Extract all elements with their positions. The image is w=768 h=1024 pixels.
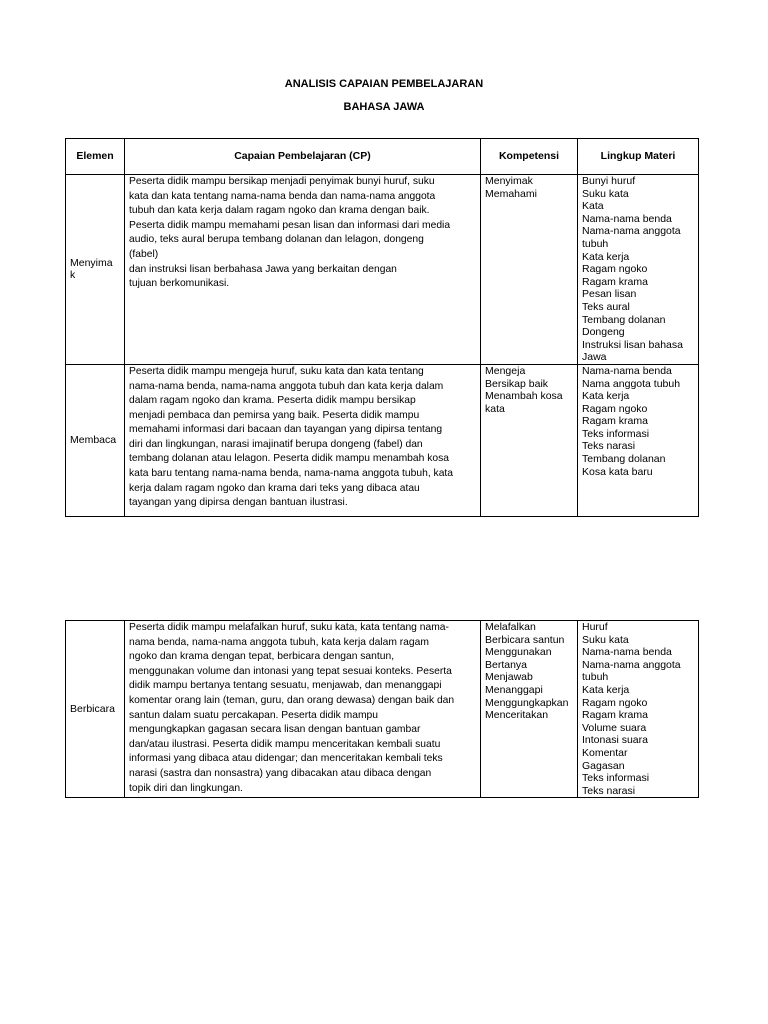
materi-line: Nama-nama anggota bbox=[582, 658, 681, 671]
materi-line: Nama-nama benda bbox=[582, 646, 672, 659]
kompetensi-line: Melafalkan bbox=[485, 621, 536, 633]
cp-line: dan/atau ilustrasi. Peserta didik mampu menceritakan kembali suatu bbox=[129, 738, 441, 750]
cp-line: topik diri dan lingkungan. bbox=[129, 782, 243, 794]
materi-line: Kata bbox=[582, 200, 604, 213]
kompetensi-line: Mengeja bbox=[485, 364, 526, 377]
materi-line: Teks narasi bbox=[582, 784, 636, 797]
materi-line: Intonasi suara bbox=[582, 734, 648, 747]
header-lingkup-materi: Lingkup Materi bbox=[578, 139, 699, 175]
cp-line: Peserta didik mampu melafalkan huruf, suku kata, kata tentang nama- bbox=[129, 622, 449, 633]
kompetensi-line: Bertanya bbox=[485, 658, 528, 671]
materi-line: Komentar bbox=[582, 746, 628, 759]
materi-line: Teks narasi bbox=[582, 440, 636, 453]
materi-line: Tembang dolanan bbox=[582, 313, 666, 326]
materi-line: Ragam krama bbox=[582, 275, 648, 288]
cp-line: Peserta didik mampu bersikap menjadi penyimak bunyi huruf, suku bbox=[129, 176, 435, 187]
cp-line: tujuan berkomunikasi. bbox=[129, 278, 230, 290]
elemen-line: Berbicara bbox=[70, 702, 115, 715]
header-elemen: Elemen bbox=[66, 139, 125, 175]
kompetensi-line: Menjawab bbox=[485, 671, 533, 684]
cp-cell bbox=[125, 364, 481, 516]
cp-line: menjadi pembaca dan pemirsa yang baik. Peserta didik mampu bbox=[129, 409, 420, 421]
elemen-line: Membaca bbox=[70, 434, 117, 447]
kompetensi-cell bbox=[481, 175, 578, 365]
header-cp: Capaian Pembelajaran (CP) bbox=[125, 139, 481, 175]
elemen-line: Menyima bbox=[70, 256, 113, 269]
cp-line: dalam ragam ngoko dan krama. Peserta didik mampu bersikap bbox=[129, 395, 416, 407]
table-row bbox=[66, 621, 699, 798]
materi-line: Ragam krama bbox=[582, 709, 648, 722]
materi-line: tubuh bbox=[582, 671, 609, 684]
document-subtitle: BAHASA JAWA bbox=[343, 101, 425, 113]
cp-line: Peserta didik mampu memahami pesan lisan dan informasi dari media bbox=[129, 219, 451, 231]
cp-line: dan instruksi lisan berbahasa Jawa yang berkaitan dengan bbox=[129, 263, 397, 275]
cp-line: ngoko dan krama dengan tepat, berbicara dengan santun, bbox=[129, 651, 395, 663]
cp-line: tayangan yang dipirsa dengan bantuan ilustrasi. bbox=[129, 497, 348, 509]
cp-line: menggunakan volume dan intonasi yang tepat sesuai konteks. Peserta bbox=[129, 665, 452, 677]
materi-line: Nama-nama benda bbox=[582, 212, 672, 225]
kompetensi-cell bbox=[481, 621, 578, 798]
table-row bbox=[66, 364, 699, 516]
cp-table-continued bbox=[65, 620, 699, 798]
cp-line: kata dan kata tentang nama-nama benda dan nama-nama anggota bbox=[129, 190, 436, 202]
cp-line: memahami informasi dari bacaan dan tayangan yang dipirsa tentang bbox=[129, 424, 443, 436]
cp-line: mengungkapkan gagasan secara lisan dengan bantuan gambar bbox=[129, 724, 421, 736]
cp-line: santun dalam suatu percakapan. Peserta didik mampu bbox=[129, 709, 378, 721]
cp-line: narasi (sastra dan nonsastra) yang dibacakan atau dibaca dengan bbox=[129, 767, 432, 779]
materi-line: Nama-nama anggota bbox=[582, 225, 681, 238]
cp-line: tubuh dan kata kerja dalam ragam ngoko dan krama dengan baik. bbox=[129, 205, 430, 217]
kompetensi-line: Menyimak bbox=[485, 175, 533, 187]
materi-cell bbox=[578, 175, 699, 365]
kompetensi-line: Berbicara santun bbox=[485, 633, 565, 646]
cp-cell bbox=[125, 175, 481, 365]
kompetensi-line: Menggunakan bbox=[485, 646, 552, 659]
cp-cell bbox=[125, 621, 481, 798]
materi-line: Jawa bbox=[582, 351, 607, 364]
materi-line: Teks informasi bbox=[582, 427, 650, 440]
cp-line: kerja dalam ragam ngoko dan krama dari teks yang dibaca atau bbox=[129, 482, 420, 494]
materi-line: Suku kata bbox=[582, 633, 629, 646]
table-header-row bbox=[66, 139, 699, 175]
materi-line: Instruksi lisan bahasa bbox=[582, 338, 683, 351]
header-kompetensi: Kompetensi bbox=[481, 139, 578, 175]
kompetensi-line: Memahami bbox=[485, 187, 537, 200]
kompetensi-cell bbox=[481, 364, 578, 516]
materi-line: Nama-nama benda bbox=[582, 364, 672, 377]
cp-line: kata baru tentang nama-nama benda, nama-nama anggota tubuh, kata bbox=[129, 468, 454, 480]
elemen-line: k bbox=[70, 269, 76, 282]
kompetensi-line: Menceritakan bbox=[485, 709, 549, 722]
cp-line: Peserta didik mampu mengeja huruf, suku kata dan kata tentang bbox=[129, 365, 424, 377]
materi-line: Kata kerja bbox=[582, 250, 630, 263]
materi-line: Ragam ngoko bbox=[582, 263, 648, 276]
materi-line: Gagasan bbox=[582, 759, 625, 772]
cp-line: (fabel) bbox=[129, 248, 159, 260]
cp-line: tembang dolanan atau lelagon. Peserta didik mampu menambah kosa bbox=[129, 453, 449, 465]
kompetensi-line: kata bbox=[485, 402, 505, 415]
kompetensi-line: Bersikap baik bbox=[485, 377, 549, 390]
materi-line: Dongeng bbox=[582, 326, 625, 339]
materi-line: Bunyi huruf bbox=[582, 175, 636, 187]
materi-line: Suku kata bbox=[582, 187, 629, 200]
materi-line: Pesan lisan bbox=[582, 288, 637, 301]
kompetensi-line: Menggungkapkan bbox=[485, 696, 569, 709]
materi-line: Volume suara bbox=[582, 721, 647, 734]
materi-line: Tembang dolanan bbox=[582, 453, 666, 466]
document-title: ANALISIS CAPAIAN PEMBELAJARAN bbox=[284, 78, 484, 90]
materi-line: Ragam krama bbox=[582, 415, 648, 428]
table-row bbox=[66, 175, 699, 365]
cp-table bbox=[65, 138, 699, 517]
materi-line: Ragam ngoko bbox=[582, 696, 648, 709]
materi-line: Huruf bbox=[582, 621, 608, 633]
cp-line: informasi yang dibaca atau didengar; dan menceritakan kembali teks bbox=[129, 753, 443, 765]
materi-line: Nama anggota tubuh bbox=[582, 377, 681, 390]
cp-line: komentar orang lain (teman, guru, dan orang dewasa) dengan baik dan bbox=[129, 694, 455, 706]
cp-line: diri dan lingkungan, narasi imajinatif berupa dongeng (fabel) dan bbox=[129, 438, 423, 450]
materi-line: Kosa kata baru bbox=[582, 465, 653, 478]
cp-line: didik mampu bertanya tentang sesuatu, menjawab, dan menanggapi bbox=[129, 680, 442, 692]
cp-line: nama-nama benda, nama-nama anggota tubuh dan kata kerja dalam bbox=[129, 380, 444, 392]
materi-line: Teks informasi bbox=[582, 772, 650, 785]
materi-cell bbox=[578, 364, 699, 516]
cp-line: nama benda, nama-nama anggota tubuh, kata kerja dalam ragam bbox=[129, 636, 429, 648]
cp-line: audio, teks aural berupa tembang dolanan dan lelagon, dongeng bbox=[129, 234, 424, 246]
materi-line: Kata kerja bbox=[582, 683, 630, 696]
kompetensi-line: Menanggapi bbox=[485, 683, 543, 696]
elemen-cell bbox=[66, 621, 125, 798]
materi-line: Teks aural bbox=[582, 300, 630, 313]
elemen-cell bbox=[66, 364, 125, 516]
materi-line: Kata kerja bbox=[582, 390, 630, 403]
elemen-cell bbox=[66, 175, 125, 365]
materi-cell bbox=[578, 621, 699, 798]
kompetensi-line: Menambah kosa bbox=[485, 390, 563, 403]
materi-line: Ragam ngoko bbox=[582, 402, 648, 415]
materi-line: tubuh bbox=[582, 237, 609, 250]
